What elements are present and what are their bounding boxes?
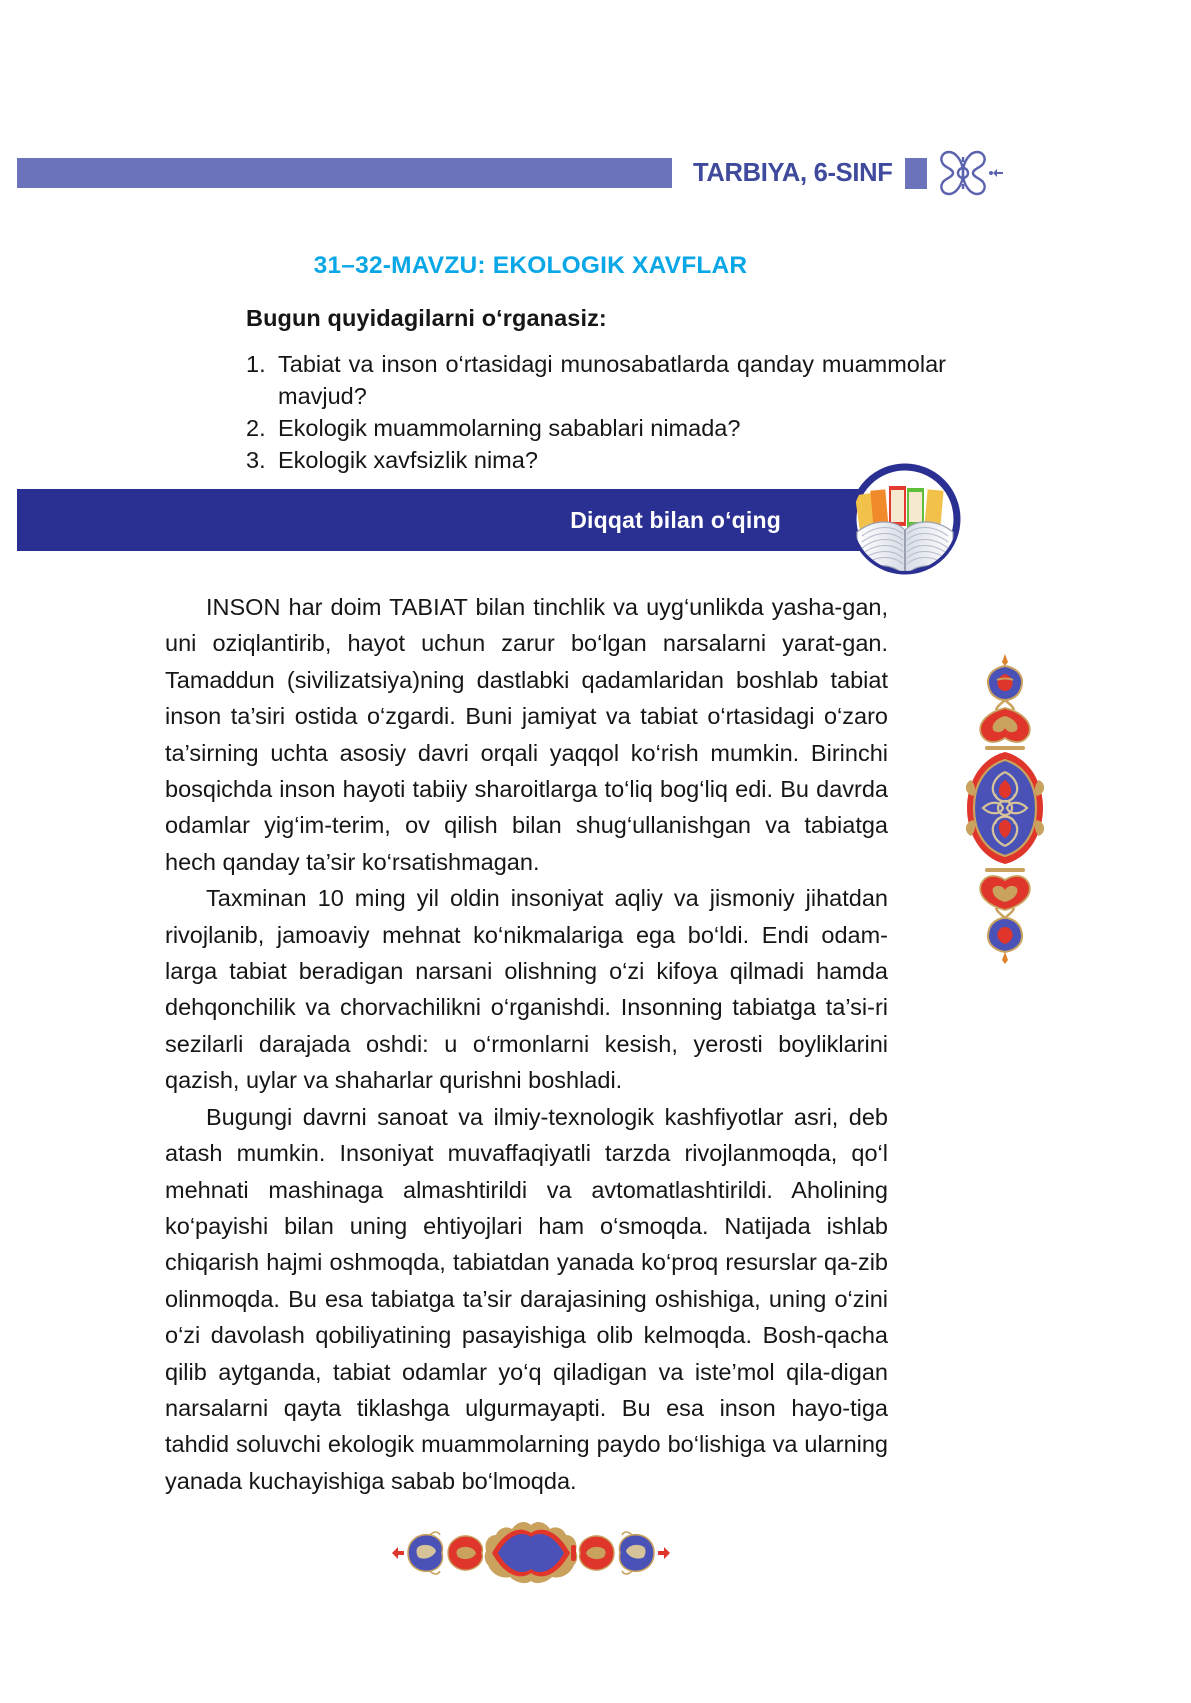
body-paragraph: Bugungi davrni sanoat va ilmiy-texnologik kashfiyotlar asri, deb atash mumkin. Insoniyat muvaffaqiyatli tarzda rivojlanmoqda, qo‘l mehnati mashinaga almashtirildi va avtomatlashtirildi. Aholining ko‘payishi bilan uning ehtiyojlari ham o‘smoqda. Natijada ishlab chiqarish hajmi oshmoqda, tabiatdan yanada ko‘proq resurslar qa-zib olinmoqda. Bu esa tabiatga ta’sir darajasining oshishiga, uning o‘zini o‘zi davolash qobiliyatining pasayishiga olib kelmoqda. Bosh-qacha qilib aytganda, tabiat odamlar yo‘q qiladigan va iste’mol qila-digan narsalarni qayta tiklashga ulgurmayapti. Bu esa inson hayo-tiga tahdid soluvchi ekologik muammolarning paydo bo‘lishiga va ularning yanada kuchayishiga sabab bo‘lmoqda. xyxy=(165,1103,888,1494)
objectives-heading: Bugun quyidagilarni o‘rganasiz: xyxy=(246,305,607,331)
objective-number: 1. xyxy=(246,351,266,377)
objectives-list xyxy=(246,348,946,476)
page-footer xyxy=(0,1503,1061,1668)
book-title: TARBIYA, 6-SINF xyxy=(693,158,893,187)
objective-item xyxy=(246,444,946,476)
page-number-medallion xyxy=(386,1503,676,1668)
header-square-accent xyxy=(905,158,927,189)
page-number: 103 xyxy=(508,1638,553,1668)
objective-text: Tabiat va inson o‘rtasidagi munosabatlarda qanday muammolar mavjud? xyxy=(278,351,946,409)
read-banner-label: Diqqat bilan o‘qing xyxy=(570,506,781,533)
read-attentively-banner xyxy=(17,489,897,551)
vertical-floral-ornament xyxy=(963,650,1048,968)
lesson-body-text xyxy=(165,589,888,1499)
header-rule-bar xyxy=(17,158,672,188)
objective-text: Ekologik xavfsizlik nima? xyxy=(278,447,538,473)
open-book-icon xyxy=(847,460,963,578)
objective-number: 3. xyxy=(246,447,266,473)
body-paragraph: Taxminan 10 ming yil oldin insoniyat aqliy va jismoniy jihatdan rivojlanib, jamoaviy mehnat ko‘nikmalariga ega bo‘ldi. Endi odam-larga tabiat beradigan narsani olishning o‘zi kifoya qilmadi hamda dehqonchilik va chorvachilikni o‘rganishdi. Insonning tabiatga ta’si-ri sezilarli darajada oshdi: u o‘rmonlarni kesish, yerosti boyliklarini qazish, uylar va shaharlar qurishni boshladi. xyxy=(165,885,888,1094)
objective-item xyxy=(246,412,946,444)
body-paragraph: INSON har doim TABIAT bilan tinchlik va uyg‘unlikda yasha-gan, uni oziqlantirib, hayot uchun zarur bo‘lgan narsalarni yarat-gan. Tamaddun (sivilizatsiya)ning dastlabki qadamlaridan boshlab tabiat inson ta’siri ostida o‘zgardi. Buni jamiyat va tabiat o‘rtasidagi o‘zaro ta’sirning uchta asosiy davri orqali yaqqol ko‘rish mumkin. Birinchi bosqichda inson hayoti tabiiy sharoitlarga to‘liq bog‘liq edi. Bu davrda odamlar yig‘im-terim, ov qilish bilan shug‘ullanishgan va tabiatga hech qanday ta’sir ko‘rsatishmagan. xyxy=(165,594,888,875)
objective-text: Ekologik muammolarning sabablari nimada? xyxy=(278,415,741,441)
lesson-title: 31–32-MAVZU: EKOLOGIK XAVFLAR xyxy=(313,252,748,279)
objective-item xyxy=(246,348,946,412)
page-header xyxy=(0,152,1010,194)
header-ornament-icon xyxy=(933,148,1005,198)
objective-number: 2. xyxy=(246,415,266,441)
